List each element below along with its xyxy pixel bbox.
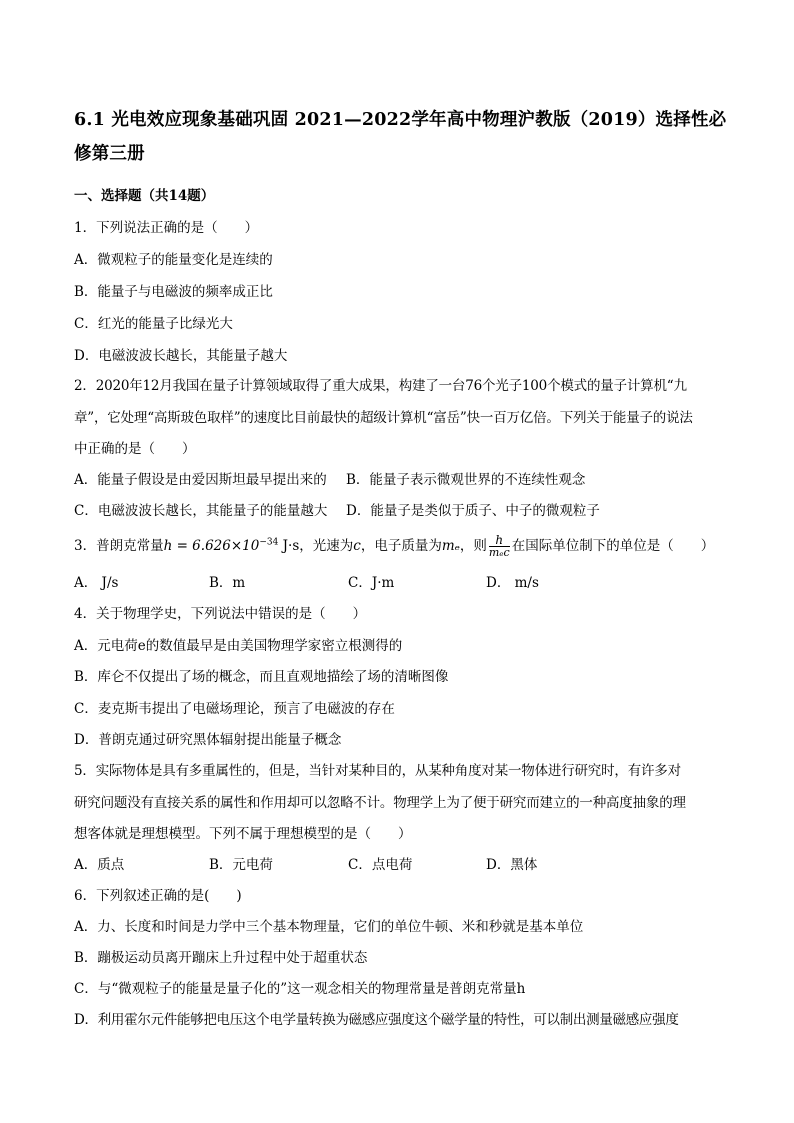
- q4-option-a: A．元电荷e的数值最早是由美国物理学家密立根测得的: [74, 638, 403, 654]
- q4-stem: 4．关于物理学史，下列说法中错误的是（ ）: [74, 606, 367, 622]
- q3-option-a: A． J/s: [74, 575, 119, 591]
- q1-option-a: A．微观粒子的能量变化是连续的: [74, 252, 273, 268]
- q3-c-symbol: c: [353, 538, 361, 554]
- q2-option-c: C．电磁波波长越长，其能量子的能量越大: [74, 503, 328, 519]
- q5-option-b: B．元电荷: [209, 857, 273, 873]
- q3-stem-mid3: ，则: [459, 538, 487, 554]
- q5-option-c: C．点电荷: [348, 857, 413, 873]
- q3-option-b: B．m: [209, 575, 246, 591]
- q5-stem-line1: 5．实际物体是具有多重属性的，但是，当针对某种目的，从某种角度对某一物体进行研究时，有许多对: [74, 763, 681, 779]
- q3-fraction-denominator: mₑc: [488, 546, 510, 559]
- q3-stem: [74, 534, 714, 559]
- q3-fraction-numerator: h: [489, 534, 510, 547]
- q3-option-d: D． m/s: [486, 575, 539, 591]
- q5-stem-line2: 研究问题没有直接关系的属性和作用却可以忽略不计。物理学上为了便于研究而建立的一种高度抽象的理: [74, 795, 686, 811]
- q3-h-exponent: −34: [259, 537, 279, 548]
- q3-stem-mid1: ，光速为: [299, 538, 354, 554]
- q2-option-a: A．能量子假设是由爱因斯坦最早提出来的: [74, 472, 327, 488]
- q1-stem: 1．下列说法正确的是（ ）: [74, 220, 259, 236]
- q1-option-b: B．能量子与电磁波的频率成正比: [74, 284, 273, 300]
- q4-option-b: B．库仑不仅提出了场的概念，而且直观地描绘了场的清晰图像: [74, 669, 449, 685]
- q5-option-d: D．黑体: [486, 857, 538, 873]
- q6-option-b: B．蹦极运动员离开蹦床上升过程中处于超重状态: [74, 950, 368, 966]
- q3-h-unit: J·s: [278, 538, 300, 554]
- q1-option-c: C．红光的能量子比绿光大: [74, 316, 233, 332]
- q3-stem-prefix: 3．普朗克常量: [74, 538, 164, 554]
- q3-option-c: C．J·m: [348, 575, 395, 591]
- q6-option-a: A．力、长度和时间是力学中三个基本物理量，它们的单位牛顿、米和秒就是基本单位: [74, 919, 584, 935]
- document-title: 6.1 光电效应现象基础巩固 2021—2022学年高中物理沪教版（2019）选择性必修第三册: [74, 110, 727, 164]
- q4-option-d: D．普朗克通过研究黑体辐射提出能量子概念: [74, 732, 342, 748]
- section-heading: 一、选择题（共14题）: [74, 188, 215, 204]
- q3-h-value: h = 6.626×10: [163, 538, 260, 554]
- q6-option-c: C．与“微观粒子的能量是量子化的”这一观念相关的物理常量是普朗克常量h: [74, 981, 526, 997]
- q5-stem-line3: 想客体就是理想模型。下列不属于理想模型的是（ ）: [74, 826, 412, 842]
- q2-option-b: B．能量子表示微观世界的不连续性观念: [346, 472, 586, 488]
- q2-stem-line1: 2．2020年12月我国在量子计算领域取得了重大成果，构建了一台76个光子100个模式的量子计算机“九: [74, 378, 687, 394]
- q6-stem: 6．下列叙述正确的是( ): [74, 888, 242, 904]
- q3-stem-mid2: ，电子质量为: [360, 538, 442, 554]
- q4-option-c: C．麦克斯韦提出了电磁场理论，预言了电磁波的存在: [74, 701, 395, 717]
- q3-stem-suffix: 在国际单位制下的单位是（ ）: [511, 538, 715, 554]
- q3-me-symbol: mₑ: [441, 538, 460, 554]
- q3-fraction: [489, 534, 510, 559]
- q2-option-d: D．能量子是类似于质子、中子的微观粒子: [346, 503, 600, 519]
- q2-stem-line2: 章”，它处理“高斯玻色取样”的速度比目前最快的超级计算机“富岳”快一百万亿倍。下列关于能量子的说法: [74, 410, 693, 426]
- q6-option-d: D．利用霍尔元件能够把电压这个电学量转换为磁感应强度这个磁学量的特性，可以制出测量磁感应强度: [74, 1012, 679, 1028]
- q5-option-a: A．质点: [74, 857, 125, 873]
- q2-stem-line3: 中正确的是（ ）: [74, 441, 196, 457]
- q1-option-d: D．电磁波波长越长，其能量子越大: [74, 348, 288, 364]
